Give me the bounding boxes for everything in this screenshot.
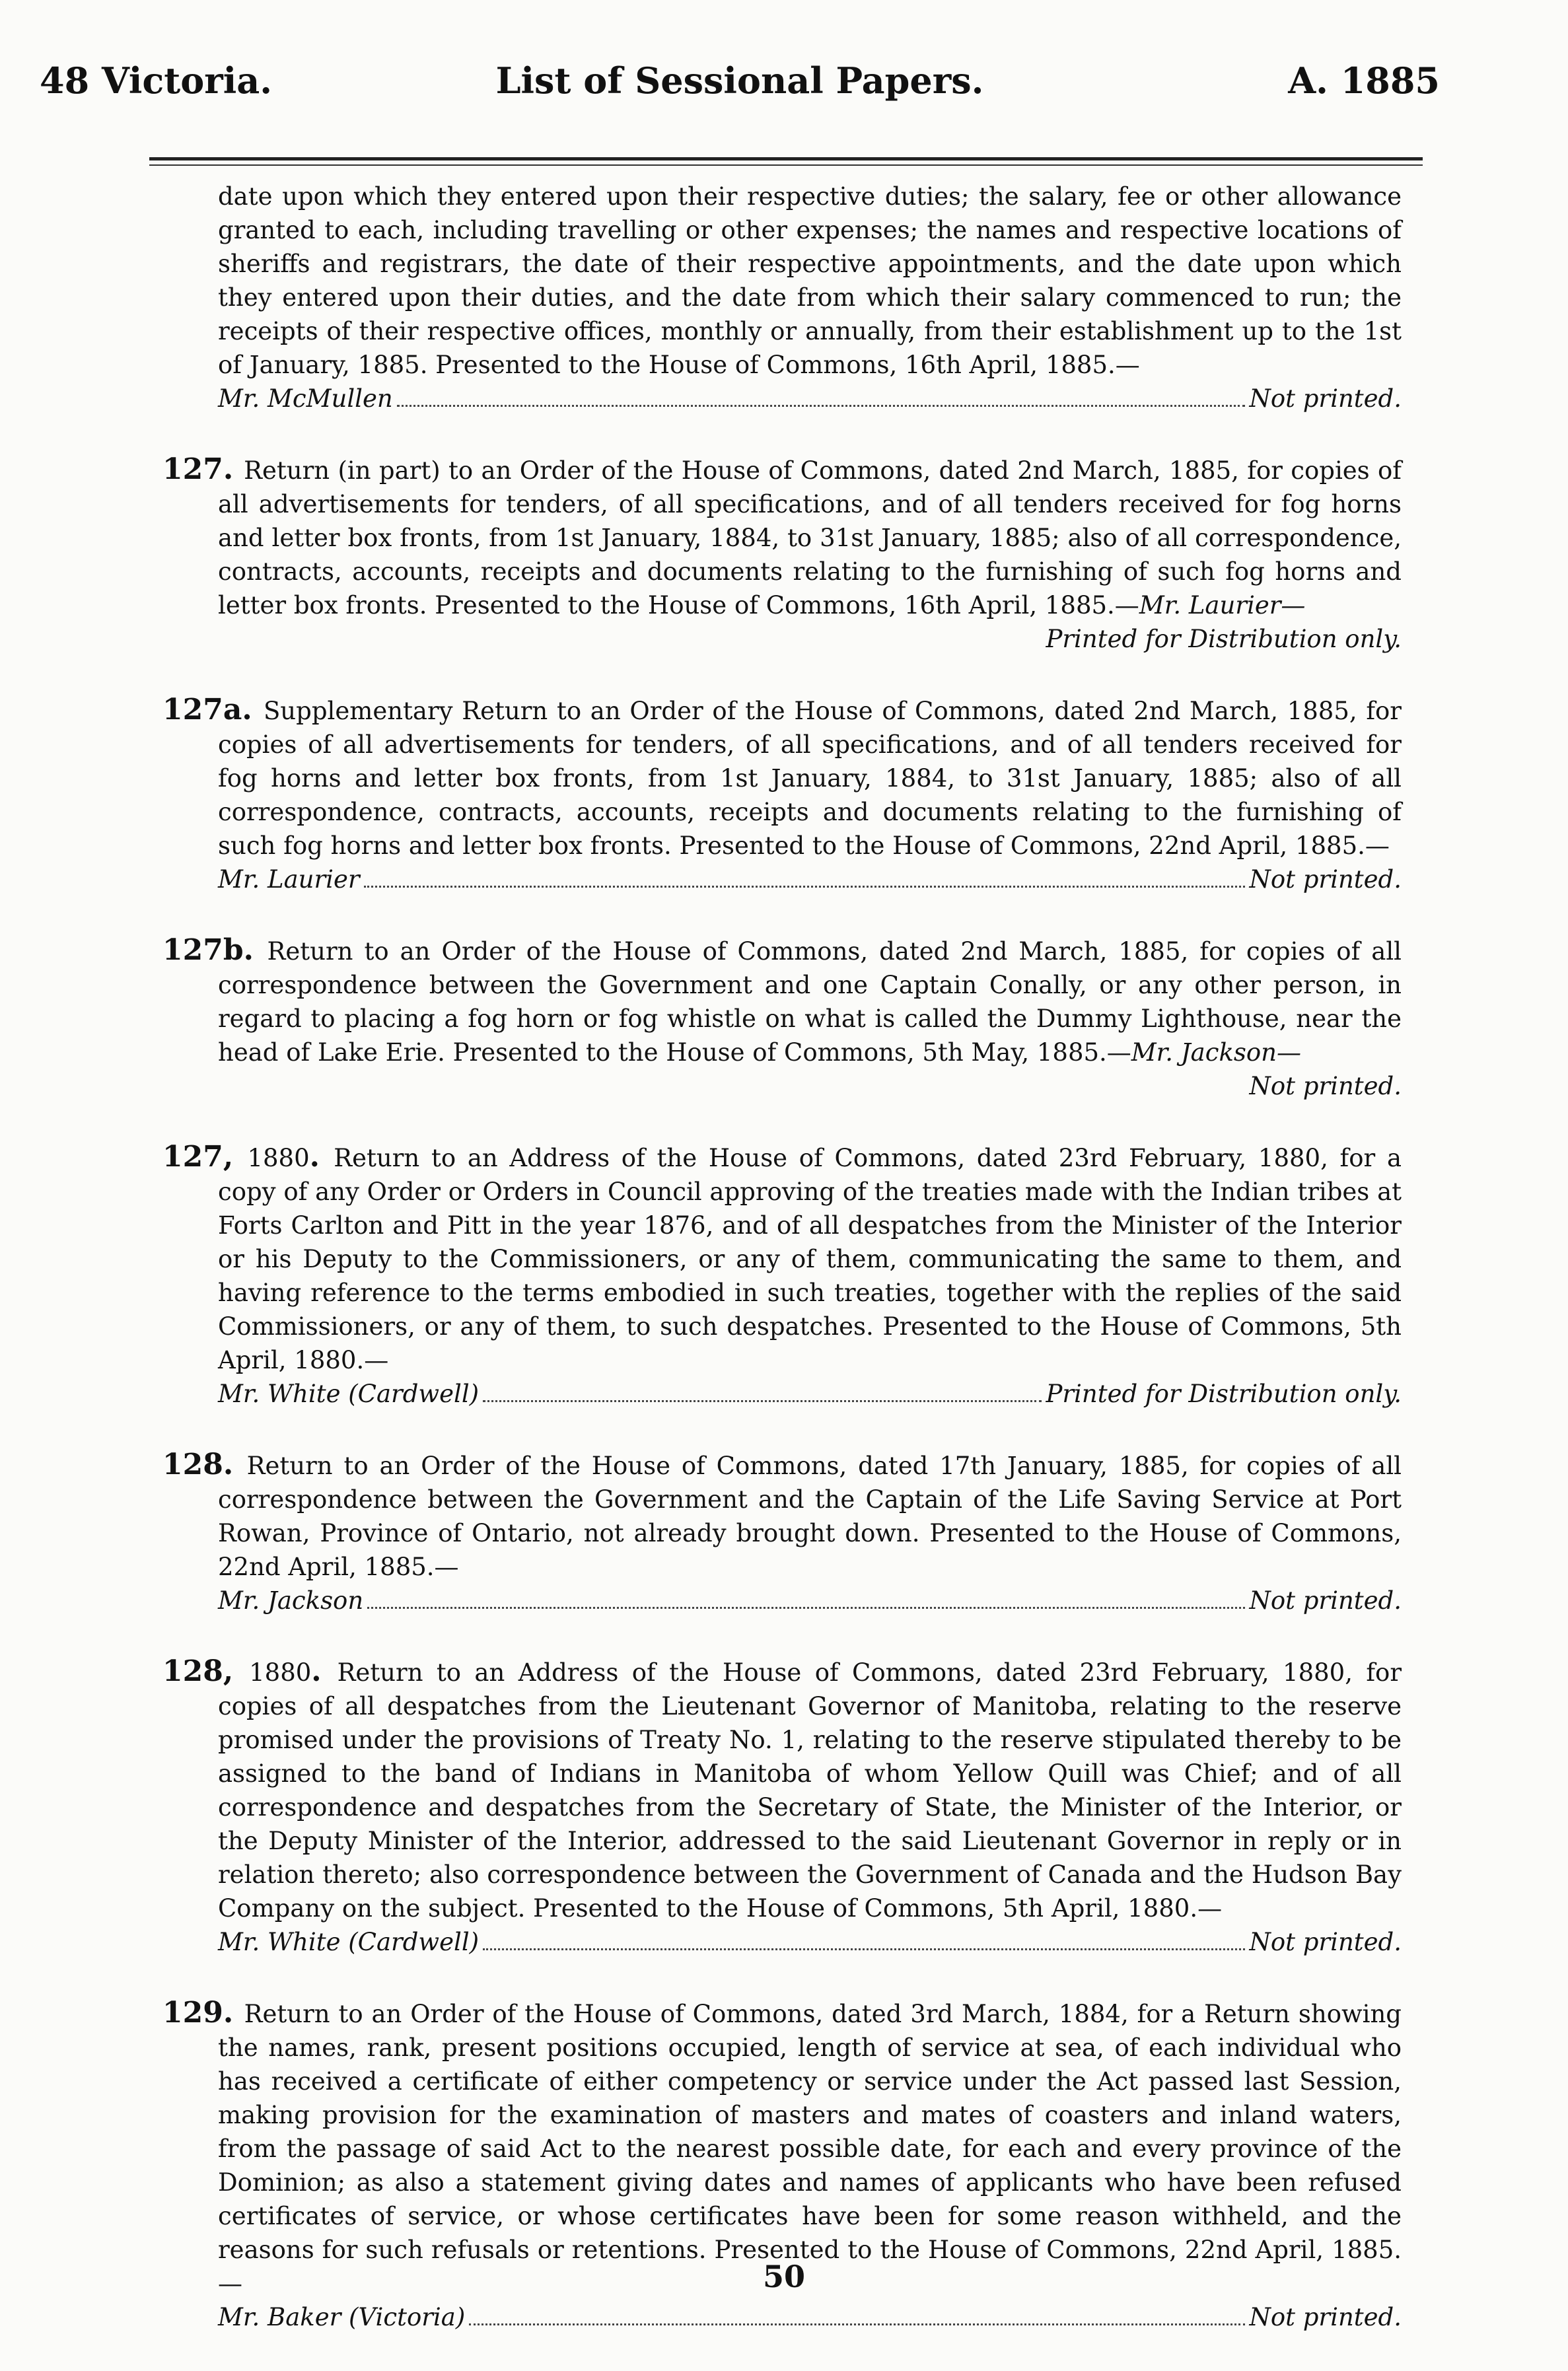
- entry-text: Return to an Order of the House of Commons, dated 3rd March, 1884, for a Return showing the names, rank, present positions occupied, length of service at sea, of each individual who has received a certificate of either competency or service under the Act passed last Session, making provision for the examination of masters and mates of coasters and inland waters, from the passage of said Act to the nearest possible date, for each and every province of the Dominion; as also a statement giving dates and names of applicants who have been refused certificates of service, or whose certificates have been for some reason withheld, and the reasons for such refusals or retentions. Presented to the House of Commons, 22nd April, 1885.—: [218, 2000, 1402, 2298]
- entry-mover: Mr. White (Cardwell): [218, 1928, 480, 1956]
- entry-text: Return to an Address of the House of Commons, dated 23rd February, 1880, for a copy of any Order or Orders in Council approving of the treaties made with the Indian tribes at Forts Carlton and Pitt in the year 1876, and of all despatches from the Minister of the Interior or his Deputy to the Commissioners, or any of them, communicating the same to them, and having reference to the terms embodied in such treaties, together with the replies of the said Commissioners, or any of them, to such despatches. Presented to the House of Commons, 5th April, 1880.—: [218, 1144, 1402, 1374]
- entry-mover: Mr. Laurier: [218, 865, 360, 894]
- list-entry: [162, 693, 1402, 896]
- entry-result: Not printed.: [1249, 2303, 1402, 2331]
- dot-leader: [469, 2323, 1245, 2325]
- entry-mover: Mr. Laurier—: [1139, 591, 1306, 619]
- dot-leader: [367, 1607, 1245, 1609]
- header-title: List of Sessional Papers.: [495, 59, 984, 102]
- entry-text: Return (in part) to an Order of the House of Commons, dated 2nd March, 1885, for copies of all advertisements for tenders, of all specifications, and of all tenders received for fog horns and letter box fronts, from 1st January, 1884, to 31st January, 1885; also of all correspondence, contracts, accounts, receipts and documents relating to the furnishing of such fog horns and letter box fronts. Presented to the House of Commons, 16th April, 1885.—: [218, 456, 1402, 619]
- entry-year: 1880: [249, 1658, 312, 1687]
- list-entry: [162, 452, 1402, 656]
- entry-result: Not printed.: [1249, 1586, 1402, 1615]
- entry-year: 1880: [247, 1144, 310, 1172]
- entry-number: 127.: [162, 452, 244, 486]
- list-entry: [162, 1140, 1402, 1411]
- entry-mover: Mr. Jackson: [218, 1586, 364, 1615]
- entry-number: 128.: [162, 1448, 247, 1481]
- entry-mover: Mr. White (Cardwell): [218, 1380, 480, 1408]
- list-entry: [162, 1654, 1402, 1959]
- dot-leader: [483, 1948, 1245, 1950]
- entry-result: Printed for Distribution only.: [1046, 625, 1402, 653]
- entry-result: Not printed.: [1249, 1928, 1402, 1956]
- entry-number: 128, 1880.: [162, 1654, 338, 1688]
- entry-number: 127, 1880.: [162, 1140, 334, 1174]
- header-rule-thick: [149, 157, 1423, 160]
- list-entry: [162, 933, 1402, 1103]
- header-rule-thin: [149, 164, 1423, 166]
- dot-leader: [397, 405, 1246, 407]
- running-header: [40, 46, 1440, 119]
- entry-text: Return to an Order of the House of Commons, dated 17th January, 1885, for copies of all correspondence between the Government and the Captain of the Life Saving Service at Port Rowan, Province of Ontario, not already brought down. Presented to the House of Commons, 22nd April, 1885.—: [218, 1452, 1402, 1581]
- entry-mover: Mr. McMullen: [218, 384, 393, 413]
- entry-number: 127a.: [162, 693, 264, 726]
- entry-number: 129.: [162, 1996, 244, 2030]
- entry-number: 127b.: [162, 933, 267, 967]
- header-session: 48 Victoria.: [40, 59, 273, 102]
- entry-text: date upon which they entered upon their respective duties; the salary, fee or other allowance granted to each, including travelling or other expenses; the names and respective locations of sheriffs and registrars, the date of their respective appointments, and the date upon which they entered upon their duties, and the date from which their salary commenced to run; the receipts of their respective offices, monthly or annually, from their establishment up to the 1st of January, 1885. Presented to the House of Commons, 16th April, 1885.—: [218, 182, 1402, 379]
- entry-result: Printed for Distribution only.: [1046, 1380, 1402, 1408]
- entry-mover: Mr. Baker (Victoria): [218, 2303, 466, 2331]
- list-entry: [162, 1448, 1402, 1617]
- entry-result: Not printed.: [1249, 865, 1402, 894]
- entry-result: Not printed.: [1249, 384, 1402, 413]
- dot-leader: [364, 886, 1246, 888]
- entry-text: Supplementary Return to an Order of the House of Commons, dated 2nd March, 1885, for copies of all advertisements for tenders, of all specifications, and of all tenders received for fog horns and letter box fronts, from 1st January, 1884, to 31st January, 1885; also of all correspondence, contracts, accounts, receipts and documents relating to the furnishing of such fog horns and letter box fronts. Presented to the House of Commons, 22nd April, 1885.—: [218, 697, 1402, 860]
- entry-result: Not printed.: [1249, 1072, 1402, 1100]
- entry-text: Return to an Order of the House of Commons, dated 2nd March, 1885, for copies of all correspondence between the Government and one Captain Conally, or any other person, in regard to placing a fog horn or fog whistle on what is called the Dummy Lighthouse, near the head of Lake Erie. Presented to the House of Commons, 5th May, 1885.—: [218, 937, 1402, 1067]
- header-year: A. 1885: [1288, 59, 1440, 102]
- list-entry: [218, 180, 1402, 415]
- dot-leader: [483, 1400, 1042, 1402]
- entry-text: Return to an Address of the House of Commons, dated 23rd February, 1880, for copies of all despatches from the Lieutenant Governor of Manitoba, relating to the reserve promised under the provisions of Treaty No. 1, relating to the reserve stipulated thereby to be assigned to the band of Indians in Manitoba of whom Yellow Quill was Chief; and of all correspondence and despatches from the Secretary of State, the Minister of the Interior, or the Deputy Minister of the Interior, addressed to the said Lieutenant Governor in reply or in relation thereto; also correspondence between the Government of Canada and the Hudson Bay Company on the subject. Presented to the House of Commons, 5th April, 1880.—: [218, 1658, 1402, 1923]
- sessional-papers-list: [162, 180, 1402, 2371]
- entry-mover: Mr. Jackson—: [1131, 1038, 1301, 1067]
- page-number: 50: [762, 2259, 805, 2294]
